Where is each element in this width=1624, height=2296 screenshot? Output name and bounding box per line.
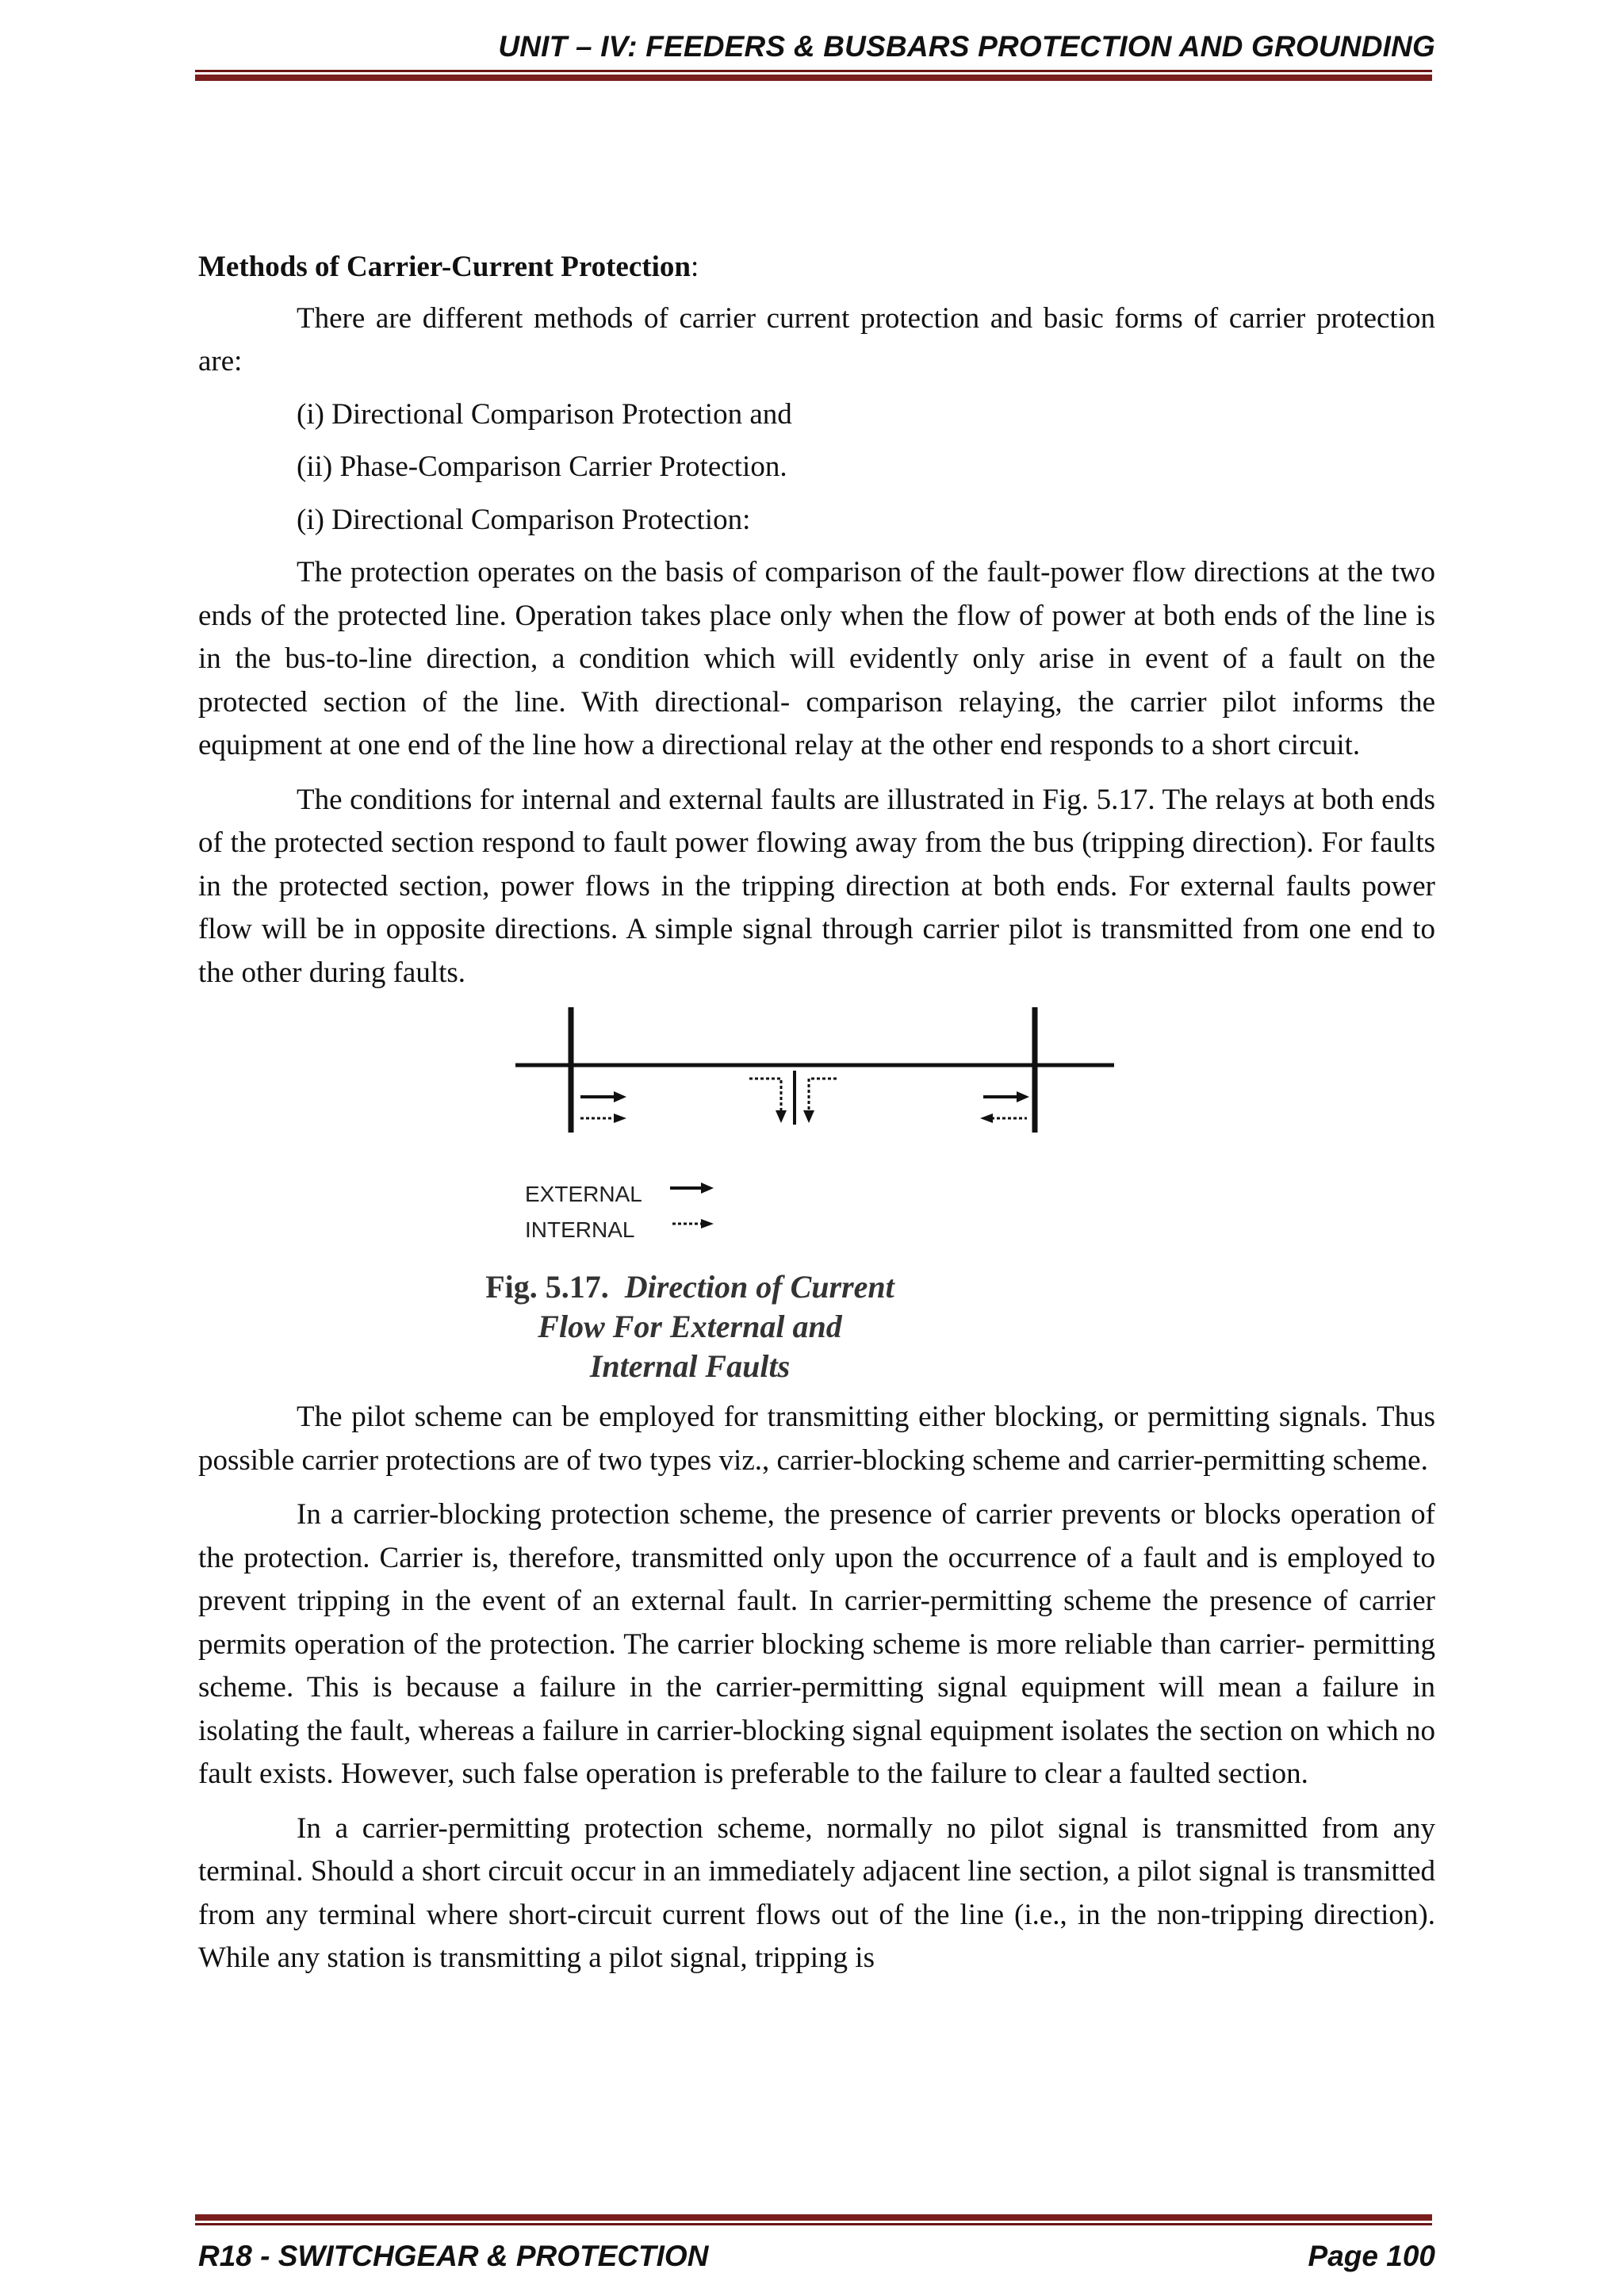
body-paragraph: The protection operates on the basis of comparison of the fault-power flow directions at the two ends of the protected line. Operation takes place only when the flow of power at both ends of the line is in the bus-to-line direction, a condition which will evidently only arise in event of a fault on the protected section of the line. With directional- comparison relaying, the carrier pilot informs the equipment at one end of the line how a directional relay at the other end responds to a short circuit.	[198, 556, 1435, 761]
body-paragraph: The pilot scheme can be employed for transmitting either blocking, or permitting signals. Thus possible carrier protections are of two types viz., carrier-blocking scheme and carrier-permitting scheme.	[198, 1401, 1435, 1477]
legend-external-label: EXTERNAL	[525, 1182, 642, 1206]
figure-5-17	[198, 1006, 1435, 1386]
section-heading: Methods of Carrier-Current Protection:	[198, 251, 699, 283]
list-item: (ii) Phase-Comparison Carrier Protection.	[297, 450, 787, 483]
caption-line-2: Flow For External and	[538, 1309, 842, 1344]
header-title: UNIT – IV: FEEDERS & BUSBARS PROTECTION AND GROUNDING	[498, 30, 1435, 63]
footer-course: R18 - SWITCHGEAR & PROTECTION	[198, 2240, 709, 2272]
page-content	[198, 246, 1435, 1980]
footer-rule-thin	[195, 2223, 1432, 2225]
footer-page-number: Page 100	[1308, 2240, 1435, 2272]
caption-line-3: Internal Faults	[589, 1348, 791, 1384]
list-item: (i) Directional Comparison Protection:	[297, 503, 751, 536]
footer-rule-thick	[195, 2214, 1432, 2221]
header-rule-thin	[195, 70, 1432, 72]
body-paragraph: In a carrier-blocking protection scheme, the presence of carrier prevents or blocks operation of the protection. Carrier is, therefore, transmitted only upon the occurrence of a fault and is employed to prevent tripping in the event of an external fault. In carrier-permitting scheme the presence of carrier permits operation of the protection. The carrier blocking scheme is more reliable than carrier- permitting scheme. This is because a failure in the carrier-permitting signal equipment will mean a failure in isolating the fault, whereas a failure in carrier-blocking signal equipment isolates the section on which no fault exists. However, such false operation is preferable to the failure to clear a faulted section.	[198, 1498, 1435, 1790]
list-item: (i) Directional Comparison Protection and	[297, 397, 792, 431]
body-paragraph: The conditions for internal and external faults are illustrated in Fig. 5.17. The relays at both ends of the protected section respond to fault power flowing away from the bus (tripping direction). For faults in the protected section, power flows in the tripping direction at both ends. For external faults power flow will be in opposite directions. A simple signal through carrier pilot is transmitted from one end to the other during faults.	[198, 783, 1435, 989]
caption-line-1: Direction of Current	[624, 1269, 894, 1305]
fault-arrow-right	[809, 1079, 837, 1113]
caption-number: Fig. 5.17.	[485, 1269, 609, 1305]
fault-arrow-left	[749, 1079, 781, 1113]
body-paragraph: In a carrier-permitting protection scheme, normally no pilot signal is transmitted from any terminal. Should a short circuit occur in an immediately adjacent line section, a pilot signal is transmitted from any terminal where short-circuit current flows out of the line (i.e., in the non-tripping direction). While any station is transmitting a pilot signal, tripping is	[198, 1811, 1435, 1974]
figure-caption	[484, 1267, 896, 1386]
intro-paragraph: There are different methods of carrier current protection and basic forms of carrier protection are:	[198, 301, 1435, 378]
legend-internal-label: INTERNAL	[525, 1217, 635, 1242]
header-rule-thick	[195, 75, 1432, 81]
